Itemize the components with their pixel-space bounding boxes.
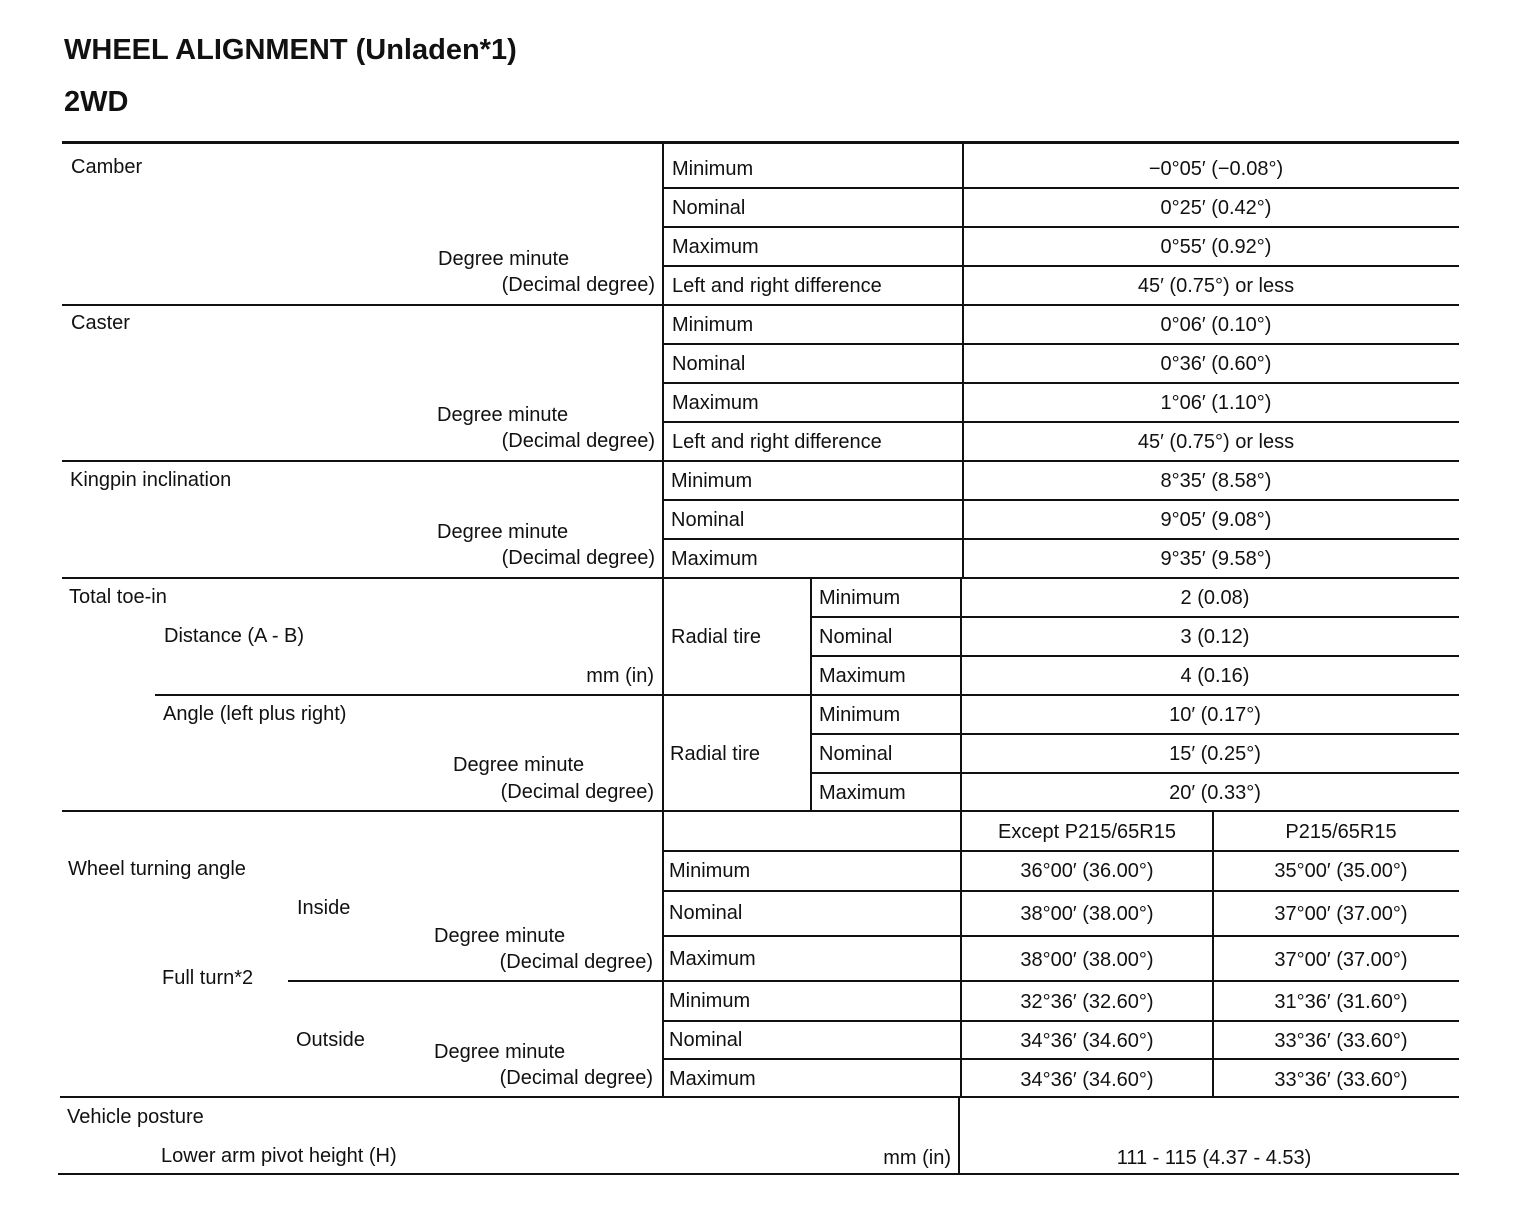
turning-label: Wheel turning angle bbox=[68, 858, 246, 880]
unit-decimal-degree: (Decimal degree) bbox=[501, 547, 655, 569]
table-bottom-rule bbox=[58, 1173, 1459, 1175]
unit-degree-minute: Degree minute bbox=[434, 925, 566, 947]
turning-inside-row-value: 37°00′ (37.00°) bbox=[1274, 949, 1408, 971]
posture-label: Vehicle posture bbox=[67, 1106, 204, 1128]
divider bbox=[812, 733, 1459, 735]
turning-inside-label: Inside bbox=[297, 897, 351, 919]
unit-decimal-degree: (Decimal degree) bbox=[501, 274, 655, 296]
divider bbox=[664, 1020, 1459, 1022]
camber-row-value: 0°25′ (0.42°) bbox=[1160, 197, 1272, 219]
turning-full-turn-label: Full turn*2 bbox=[162, 967, 254, 989]
turning-inside-row-value: 38°00′ (38.00°) bbox=[1020, 949, 1154, 971]
caster-row-label: Maximum bbox=[672, 392, 759, 414]
toe-in-distance-label: Distance (A - B) bbox=[164, 625, 305, 647]
unit-degree-minute: Degree minute bbox=[453, 754, 585, 776]
turning-outside-row-label: Nominal bbox=[669, 1029, 743, 1051]
divider bbox=[664, 226, 1459, 228]
caster-row-label: Left and right difference bbox=[672, 431, 882, 453]
divider bbox=[664, 499, 1459, 501]
unit-mm-in: mm (in) bbox=[883, 1147, 951, 1169]
page-title: WHEEL ALIGNMENT (Unladen*1) bbox=[64, 34, 517, 66]
turning-outside-row-value: 33°36′ (33.60°) bbox=[1274, 1030, 1408, 1052]
toe-in-angle-label: Angle (left plus right) bbox=[163, 703, 347, 725]
divider bbox=[62, 577, 1459, 579]
toe-in-angle-row-value: 15′ (0.25°) bbox=[1169, 743, 1261, 765]
unit-decimal-degree: (Decimal degree) bbox=[499, 951, 653, 973]
camber-label: Camber bbox=[71, 156, 143, 178]
unit-degree-minute: Degree minute bbox=[434, 1041, 566, 1063]
turning-outside-row-value: 33°36′ (33.60°) bbox=[1274, 1069, 1408, 1091]
kingpin-row-value: 9°35′ (9.58°) bbox=[1160, 548, 1272, 570]
table-top-rule bbox=[62, 141, 1459, 144]
turning-outside-row-value: 34°36′ (34.60°) bbox=[1020, 1069, 1154, 1091]
divider bbox=[664, 382, 1459, 384]
toe-in-angle-tire-label: Radial tire bbox=[670, 743, 761, 765]
caster-label: Caster bbox=[71, 312, 130, 334]
turning-outside-row-value: 34°36′ (34.60°) bbox=[1020, 1030, 1154, 1052]
unit-decimal-degree: (Decimal degree) bbox=[501, 430, 655, 452]
divider bbox=[664, 935, 1459, 937]
divider bbox=[664, 1058, 1459, 1060]
unit-degree-minute: Degree minute bbox=[437, 404, 569, 426]
turning-inside-row-label: Nominal bbox=[669, 902, 743, 924]
divider bbox=[664, 421, 1459, 423]
lower-arm-label: Lower arm pivot height (H) bbox=[161, 1145, 397, 1167]
camber-row-label: Minimum bbox=[672, 158, 754, 180]
toe-in-angle-row-value: 20′ (0.33°) bbox=[1169, 782, 1261, 804]
turning-outside-row-value: 32°36′ (32.60°) bbox=[1020, 991, 1154, 1013]
kingpin-row-value: 8°35′ (8.58°) bbox=[1160, 470, 1272, 492]
divider bbox=[60, 1096, 1459, 1098]
caster-row-value: 45′ (0.75°) or less bbox=[1137, 431, 1295, 453]
divider bbox=[62, 304, 1459, 306]
camber-row-value: −0°05′ (−0.08°) bbox=[1148, 158, 1284, 180]
turning-inside-row-value: 38°00′ (38.00°) bbox=[1020, 903, 1154, 925]
toe-in-distance-row-label: Minimum bbox=[819, 587, 901, 609]
kingpin-row-label: Minimum bbox=[671, 470, 753, 492]
caster-row-value: 0°36′ (0.60°) bbox=[1160, 353, 1272, 375]
turning-outside-label: Outside bbox=[296, 1029, 365, 1051]
turning-outside-row-value: 31°36′ (31.60°) bbox=[1274, 991, 1408, 1013]
divider bbox=[812, 655, 1459, 657]
kingpin-row-value: 9°05′ (9.08°) bbox=[1160, 509, 1272, 531]
unit-degree-minute: Degree minute bbox=[437, 521, 569, 543]
turning-inside-row-label: Maximum bbox=[669, 948, 756, 970]
divider bbox=[288, 980, 1459, 982]
unit-decimal-degree: (Decimal degree) bbox=[500, 781, 654, 803]
toe-in-distance-row-value: 4 (0.16) bbox=[1180, 665, 1250, 687]
caster-row-label: Minimum bbox=[672, 314, 754, 336]
kingpin-row-label: Maximum bbox=[671, 548, 758, 570]
page-subtitle: 2WD bbox=[64, 86, 129, 118]
kingpin-label: Kingpin inclination bbox=[70, 469, 232, 491]
toe-in-distance-row-value: 2 (0.08) bbox=[1180, 587, 1250, 609]
toe-in-distance-row-label: Maximum bbox=[819, 665, 906, 687]
caster-row-value: 0°06′ (0.10°) bbox=[1160, 314, 1272, 336]
toe-in-distance-row-label: Nominal bbox=[819, 626, 893, 648]
toe-in-angle-row-label: Nominal bbox=[819, 743, 893, 765]
divider bbox=[62, 460, 1459, 462]
divider bbox=[155, 694, 1459, 696]
toe-in-distance-tire-label: Radial tire bbox=[671, 626, 762, 648]
turning-inside-row-value: 36°00′ (36.00°) bbox=[1020, 860, 1154, 882]
toe-in-distance-row-value: 3 (0.12) bbox=[1180, 626, 1250, 648]
divider bbox=[664, 850, 1459, 852]
divider bbox=[664, 890, 1459, 892]
divider bbox=[812, 616, 1459, 618]
turning-inside-row-value: 37°00′ (37.00°) bbox=[1274, 903, 1408, 925]
divider bbox=[62, 810, 1459, 812]
turning-col-header: Except P215/65R15 bbox=[998, 821, 1176, 843]
camber-row-label: Left and right difference bbox=[672, 275, 882, 297]
unit-mm-in: mm (in) bbox=[586, 665, 654, 687]
camber-row-value: 0°55′ (0.92°) bbox=[1160, 236, 1272, 258]
toe-in-angle-row-value: 10′ (0.17°) bbox=[1169, 704, 1261, 726]
divider bbox=[812, 772, 1459, 774]
divider bbox=[664, 343, 1459, 345]
turning-col-header: P215/65R15 bbox=[1285, 821, 1397, 843]
unit-degree-minute: Degree minute bbox=[438, 248, 570, 270]
camber-row-label: Maximum bbox=[672, 236, 759, 258]
camber-row-value: 45′ (0.75°) or less bbox=[1137, 275, 1295, 297]
toe-in-label: Total toe-in bbox=[69, 586, 167, 608]
posture-value: 111 - 115 (4.37 - 4.53) bbox=[1116, 1147, 1312, 1169]
toe-in-angle-row-label: Minimum bbox=[819, 704, 901, 726]
divider bbox=[664, 265, 1459, 267]
divider bbox=[664, 187, 1459, 189]
turning-outside-row-label: Maximum bbox=[669, 1068, 756, 1090]
toe-in-angle-row-label: Maximum bbox=[819, 782, 906, 804]
caster-row-value: 1°06′ (1.10°) bbox=[1160, 392, 1272, 414]
turning-outside-row-label: Minimum bbox=[669, 990, 751, 1012]
divider bbox=[664, 538, 1459, 540]
divider bbox=[662, 144, 664, 1096]
kingpin-row-label: Nominal bbox=[671, 509, 745, 531]
turning-inside-row-value: 35°00′ (35.00°) bbox=[1274, 860, 1408, 882]
unit-decimal-degree: (Decimal degree) bbox=[499, 1067, 653, 1089]
caster-row-label: Nominal bbox=[672, 353, 746, 375]
turning-inside-row-label: Minimum bbox=[669, 860, 751, 882]
camber-row-label: Nominal bbox=[672, 197, 746, 219]
